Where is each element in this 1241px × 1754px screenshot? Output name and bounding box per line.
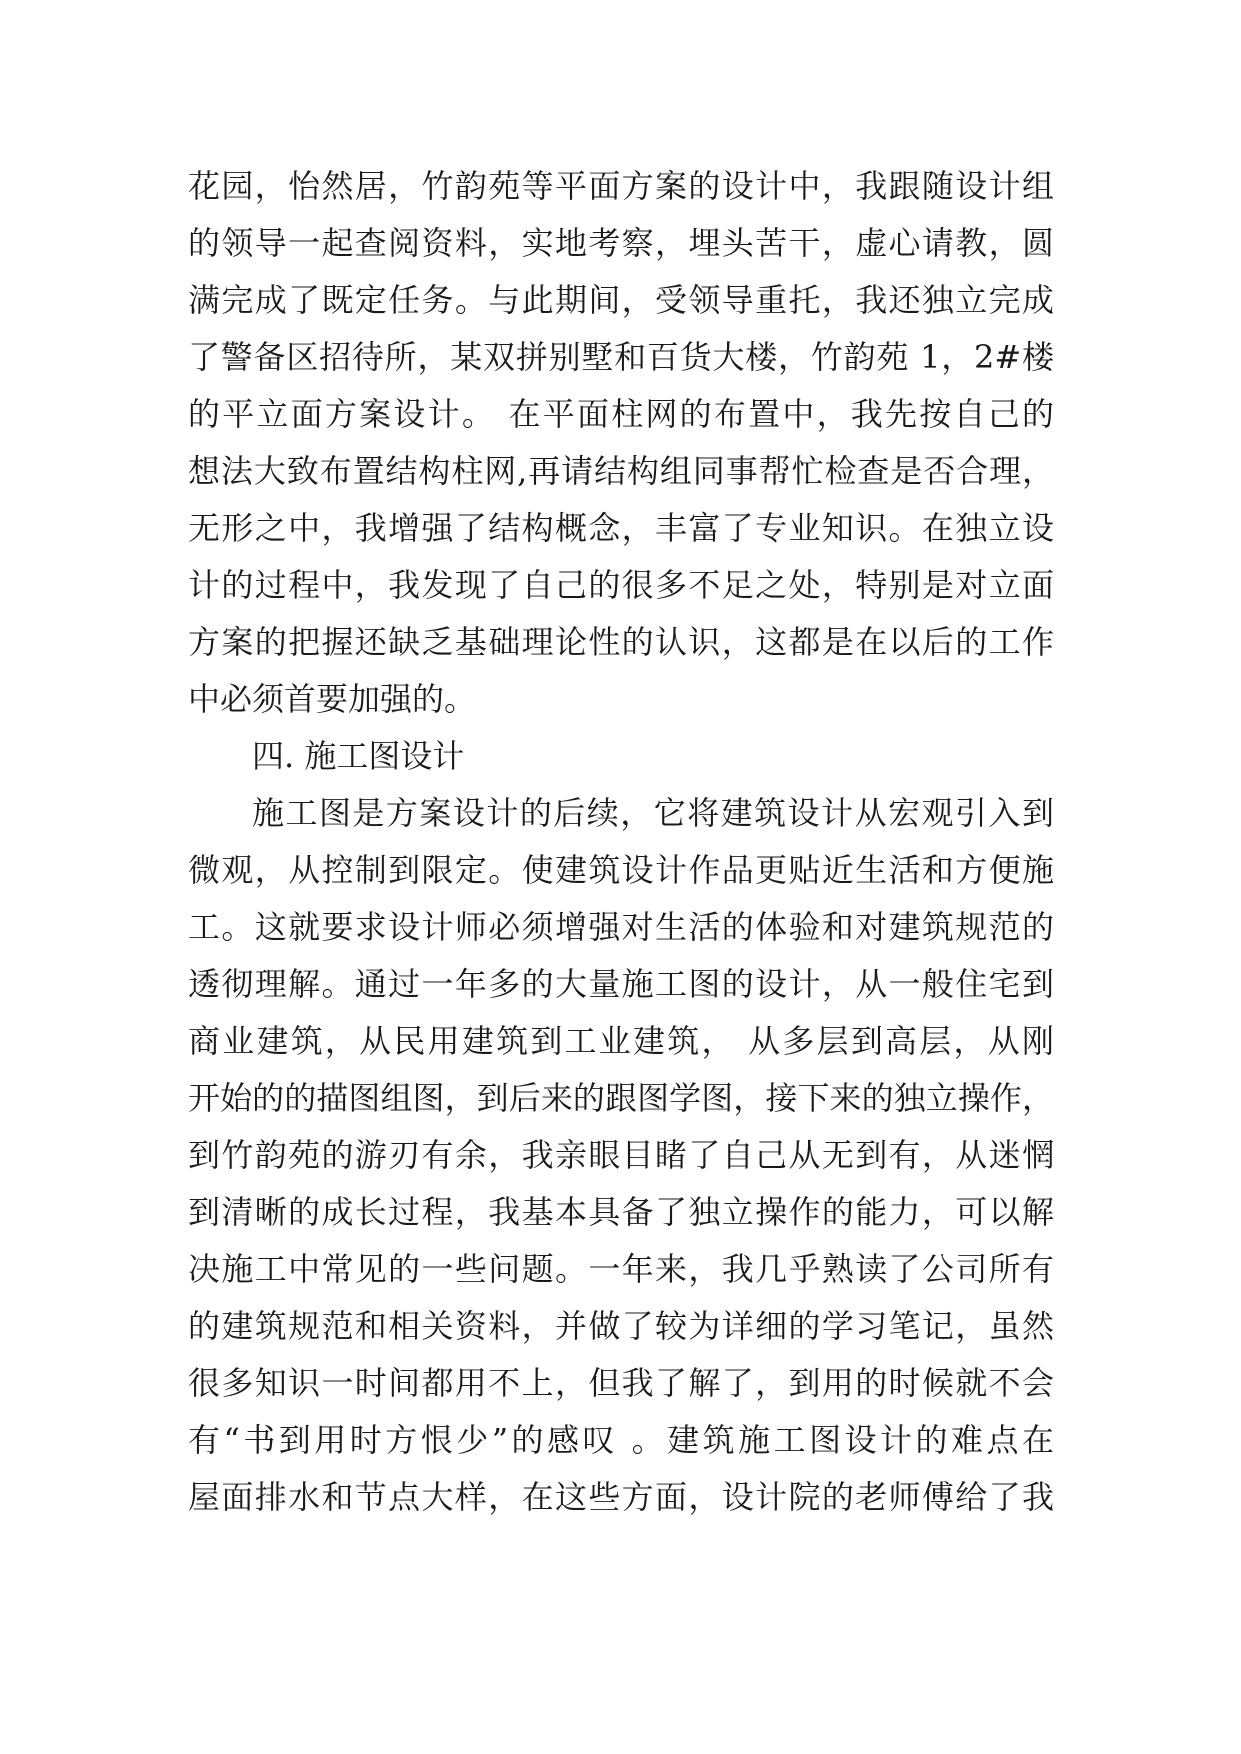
paragraph-line: 商业建筑，从民用建筑到工业建筑， 从多层到高层，从刚 (188, 1022, 1054, 1060)
paragraph-line: 透彻理解。通过一年多的大量施工图的设计，从一般住宅到 (188, 965, 1054, 1003)
paragraph-line: 有“书到用时方恨少”的感叹 。建筑施工图设计的难点在 (188, 1421, 1054, 1459)
paragraph-line: 的建筑规范和相关资料，并做了较为详细的学习笔记，虽然 (188, 1307, 1054, 1345)
paragraph-line: 无形之中，我增强了结构概念，丰富了专业知识。在独立设 (188, 509, 1054, 547)
paragraph-line: 的领导一起查阅资料，实地考察，埋头苦干，虚心请教，圆 (188, 224, 1054, 262)
paragraph-line: 中必须首要加强的。 (188, 680, 477, 718)
paragraph-line: 到清晰的成长过程，我基本具备了独立操作的能力，可以解 (188, 1193, 1054, 1231)
paragraph-line: 工。这就要求设计师必须增强对生活的体验和对建筑规范的 (188, 908, 1054, 946)
paragraph-line: 的平立面方案设计。 在平面柱网的布置中，我先按自己的 (188, 395, 1054, 433)
paragraph-line: 决施工中常见的一些问题。一年来，我几乎熟读了公司所有 (188, 1250, 1054, 1288)
paragraph-line: 到竹韵苑的游刃有余，我亲眼目睹了自己从无到有，从迷惘 (188, 1136, 1054, 1174)
paragraph-line: 屋面排水和节点大样，在这些方面，设计院的老师傅给了我 (188, 1478, 1054, 1516)
paragraph-line: 很多知识一时间都用不上，但我了解了，到用的时候就不会 (188, 1364, 1054, 1402)
paragraph-line: 微观，从控制到限定。使建筑设计作品更贴近生活和方便施 (188, 851, 1054, 889)
paragraph-line: 施工图是方案设计的后续，它将建筑设计从宏观引入到 (252, 794, 1054, 832)
paragraph-line: 开始的的描图组图，到后来的跟图学图，接下来的独立操作， (188, 1079, 1054, 1117)
section-heading: 四. 施工图设计 (252, 737, 465, 775)
paragraph-line: 想法大致布置结构柱网,再请结构组同事帮忙检查是否合理， (188, 452, 1054, 490)
paragraph-line: 方案的把握还缺乏基础理论性的认识，这都是在以后的工作 (188, 623, 1054, 661)
paragraph-line: 了警备区招待所，某双拼别墅和百货大楼，竹韵苑 1，2#楼 (188, 338, 1054, 376)
paragraph-line: 花园，怡然居，竹韵苑等平面方案的设计中，我跟随设计组 (188, 167, 1054, 205)
paragraph-line: 满完成了既定任务。与此期间，受领导重托，我还独立完成 (188, 281, 1054, 319)
paragraph-line: 计的过程中，我发现了自己的很多不足之处，特别是对立面 (188, 566, 1054, 604)
